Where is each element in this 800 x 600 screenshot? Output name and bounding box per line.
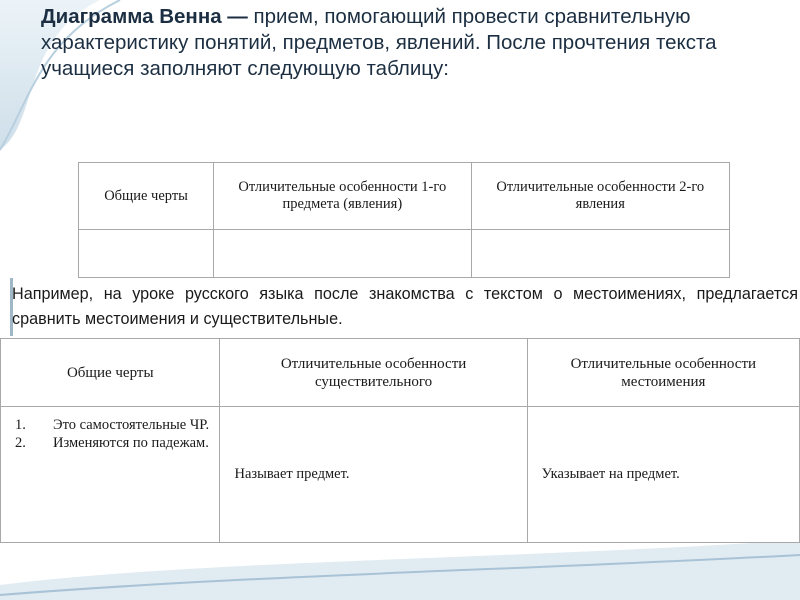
empty-cell (79, 230, 214, 278)
template-table (78, 162, 730, 278)
header-noun-features: Отличительные особенности существительного (220, 339, 527, 407)
template-header-row (79, 163, 730, 230)
header-first-object-features: Отличительные особенности 1-го предмета (явления) (214, 163, 471, 230)
example-box (10, 278, 800, 336)
list-number: 2. (15, 434, 26, 451)
header-common-features: Общие черты (79, 163, 214, 230)
example-text: Например, на уроке русского языка после знакомства с текстом о местоимениях, предлагается сравнить местоимения и существительные. (12, 285, 798, 328)
example-data-row (1, 407, 800, 543)
header-pronoun-features: Отличительные особенности местоимения (527, 339, 799, 407)
list-item (15, 417, 211, 435)
common-features-list (15, 417, 211, 452)
list-text: Изменяются по падежам. (53, 434, 209, 451)
list-text: Это самостоятельные ЧР. (53, 417, 210, 433)
empty-cell (214, 230, 471, 278)
example-table (0, 338, 800, 543)
common-features-cell (1, 407, 220, 543)
list-number: 1. (15, 417, 26, 433)
slide-title (41, 4, 771, 82)
empty-cell (471, 230, 729, 278)
noun-feature-cell: Называет предмет. (220, 407, 527, 543)
list-item (15, 435, 211, 453)
title-definition: прием, помогающий провести сравнительную характеристику понятий, предметов, явлений. После прочтения текста учащиеся заполняют следующую таблицу: (41, 5, 717, 80)
template-empty-row (79, 230, 730, 278)
example-header-row (1, 339, 800, 407)
title-term: Диаграмма Венна — (41, 5, 248, 28)
header-common-features: Общие черты (1, 339, 220, 407)
pronoun-feature-cell: Указывает на предмет. (527, 407, 799, 543)
header-second-object-features: Отличительные особенности 2-го явления (471, 163, 729, 230)
